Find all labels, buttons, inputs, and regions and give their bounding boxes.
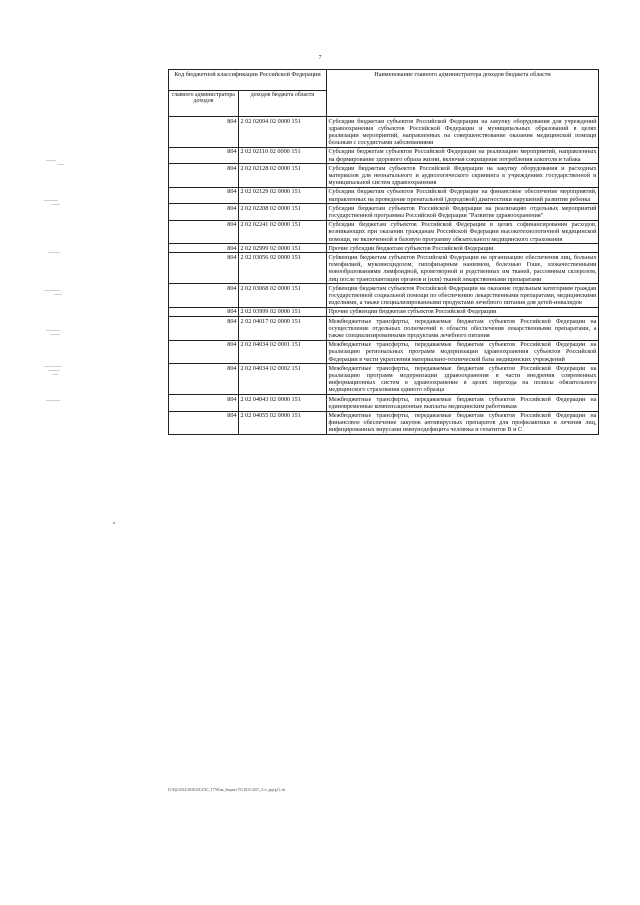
revenue-name-cell: Субсидии бюджетам субъектов Российской Федерации на закупку оборудования и расходных материалов для неонатального и аудиологического скрининга в учреждениях государственной и муниципальной систем здравоохранения: [328, 164, 597, 187]
table-row: [169, 204, 599, 220]
admin-code-cell: 804: [169, 340, 239, 364]
table-row: [169, 395, 599, 411]
revenue-name-cell: Межбюджетные трансферты, передаваемые бюджетам субъектов Российской Федерации на осуществление отдельных полномочий в области обеспечения лекарственными препаратами, а также специализированными продуктами лечебного питания: [328, 317, 597, 339]
revenue-code-cell: 2 02 02129 02 0000 151: [239, 187, 327, 203]
admin-code-cell: 804: [169, 411, 239, 435]
admin-code-cell: 804: [169, 364, 239, 395]
revenue-name-cell: Субсидии бюджетам субъектов Российской Федерации на реализацию отдельных мероприятий государственной программы Российской Федерации "Развитие здравоохранения": [328, 204, 597, 219]
table-row: [169, 147, 599, 163]
revenue-code-cell: 2 02 04017 02 0000 151: [239, 317, 327, 341]
revenue-code-cell: 2 02 02208 02 0000 151: [239, 204, 327, 220]
table-row: [169, 253, 599, 284]
admin-code-cell: 804: [169, 164, 239, 188]
admin-code-cell: 804: [169, 317, 239, 341]
table-row: [169, 220, 599, 244]
revenue-name-cell: Субсидии бюджетам субъектов Российской Федерации в целях софинансирования расходов, возникающих при оказании гражданам Российской Федерации высокотехнологичной медицинской помощи, не включенной в базовую программу обязательного медицинского страхования: [328, 221, 597, 243]
revenue-code-cell: 2 02 02094 02 0000 151: [239, 117, 327, 148]
admin-code-cell: 804: [169, 117, 239, 148]
header-name-column: Наименование главного администратора доходов бюджета области: [327, 70, 599, 117]
revenue-code-cell: 2 02 02128 02 0000 151: [239, 164, 327, 188]
footer-file-path: D:\F@\2014\30\30101\ZAC_17701ии_бюджет ТО 2015-2017_2 ст_app\g11.xls: [168, 788, 286, 792]
budget-table: [168, 69, 599, 435]
admin-code-cell: 804: [169, 284, 239, 308]
page-number: 7: [318, 55, 322, 61]
table-row: [169, 307, 599, 316]
revenue-name-cell: Прочие субсидии бюджетам субъектов Российской Федерации: [327, 244, 599, 253]
admin-code-cell: 804: [169, 253, 239, 284]
scan-dot: [113, 522, 115, 524]
revenue-code-cell: 2 02 02999 02 0000 151: [239, 244, 327, 253]
revenue-name-cell: Субсидии бюджетам субъектов Российской Федерации на реализацию мероприятий, направленных на формирование здорового образа жизни, включая сокращение потребления алкоголя и табака: [328, 148, 597, 163]
admin-code-cell: 804: [169, 307, 239, 316]
revenue-name-cell: Прочие субвенции бюджетам субъектов Российской Федерации: [327, 307, 599, 316]
table-row: [169, 117, 599, 148]
table-row: [169, 340, 599, 364]
revenue-code-cell: 2 02 03999 02 0000 151: [239, 307, 327, 316]
admin-code-cell: 804: [169, 395, 239, 411]
revenue-code-cell: 2 02 02241 02 0000 151: [239, 220, 327, 244]
revenue-code-cell: 2 02 04055 02 0000 151: [239, 411, 327, 435]
table-row: [169, 411, 599, 435]
admin-code-cell: 804: [169, 220, 239, 244]
revenue-name-cell: Субсидии бюджетам субъектов Российской Федерации на закупку оборудования для учреждений здравоохранения субъектов Российской Федерации и муниципальных образований в целях реализации мероприятий, направленных на совершенствование оказания медицинской помощи больным с сосудистыми заболеваниями: [328, 117, 597, 147]
admin-code-cell: 804: [169, 147, 239, 163]
header-revenue-column: доходов бюджета области: [239, 91, 327, 117]
table-row: [169, 364, 599, 395]
table-row: [169, 164, 599, 188]
revenue-name-cell: Межбюджетные трансферты, передаваемые бюджетам субъектов Российской Федерации на реализацию программ модернизации здравоохранения в части внедрения современных информационных систем в здравоохранение в целях перехода на полисы обязательного медицинского страхования единого образца: [328, 364, 597, 394]
header-code-group: Код бюджетной классификации Российской Федерации: [169, 70, 327, 91]
table-row: [169, 244, 599, 253]
revenue-code-cell: 2 02 03068 02 0000 151: [239, 284, 327, 308]
admin-code-cell: 804: [169, 187, 239, 203]
revenue-code-cell: 2 02 04034 02 0002 151: [239, 364, 327, 395]
scan-noise: [44, 160, 74, 420]
revenue-code-cell: 2 02 04043 02 0000 151: [239, 395, 327, 411]
revenue-name-cell: Межбюджетные трансферты, передаваемые бюджетам субъектов Российской Федерации на единовременные компенсационные выплаты медицинским работникам: [328, 395, 597, 410]
admin-code-cell: 804: [169, 204, 239, 220]
revenue-name-cell: Межбюджетные трансферты, передаваемые бюджетам субъектов Российской Федерации на реализацию региональных программ модернизации здравоохранения субъектов Российской Федерации в части укрепления материально-технической базы медицинских учреждений: [328, 341, 597, 363]
table-row: [169, 284, 599, 308]
revenue-name-cell: Субсидии бюджетам субъектов Российской Федерации на финансовое обеспечение мероприятий, направленных на проведение пренатальной (дородовой) диагностики нарушений развития ребенка: [328, 188, 597, 203]
header-admin-column: главного администратора доходов: [169, 91, 239, 117]
revenue-code-cell: 2 02 04034 02 0001 151: [239, 340, 327, 364]
table-row: [169, 187, 599, 203]
table-row: [169, 317, 599, 341]
revenue-name-cell: Субвенции бюджетам субъектов Российской Федерации на оказание отдельным категориям граждан государственной социальной помощи по обеспечению лекарственными препаратами, медицинскими изделиями, а также специализированными продуктами лечебного питания для детей-инвалидов: [328, 284, 597, 307]
revenue-code-cell: 2 02 02110 02 0000 151: [239, 147, 327, 163]
revenue-name-cell: Межбюджетные трансферты, передаваемые бюджетам субъектов Российской Федерации на финансовое обеспечение закупок антивирусных препаратов для профилактики и лечения лиц, инфицированных вирусами иммунодефицита человека и гепатитов В и С: [328, 412, 597, 434]
admin-code-cell: 804: [169, 244, 239, 253]
revenue-code-cell: 2 02 03056 02 0000 151: [239, 253, 327, 284]
revenue-name-cell: Субвенции бюджетам субъектов Российской Федерации на организацию обеспечения лиц, больных гемофилией, муковисцидозом, гипофизарным нанизмом, болезнью Гоше, злокачественными новообразованиями лимфоидной, кроветворной и родственных им тканей, рассеянным склерозом, лиц после трансплантации органов и (или) тканей лекарственными препаратами: [328, 253, 597, 283]
